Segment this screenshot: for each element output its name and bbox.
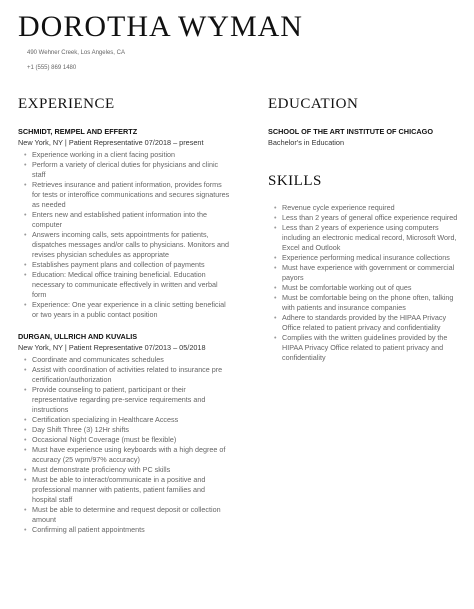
candidate-name: DOROTHA WYMAN (18, 10, 303, 43)
job-bullet: • Assist with coordination of activities related to insurance pre certification/authorization (18, 365, 230, 385)
job-bullet-list (18, 150, 230, 320)
skill-item: • Adhere to standards provided by the HIPAA Privacy Office related to patient privacy and confidentiality (268, 313, 463, 333)
job-bullet: • Confirming all patient appointments (18, 525, 230, 535)
job-bullet: • Answers incoming calls, sets appointments for patients, dispatches messages and/or calls to physicians. Monitors and revises physician schedules as appropriate (18, 230, 230, 260)
job-bullet: • Retrieves insurance and patient information, provides forms for tests or interoffice communications and secures signatures as needed (18, 180, 230, 210)
skill-item: • Revenue cycle experience required (268, 203, 463, 213)
job-bullet: • Must have experience using keyboards with a high degree of accuracy (25 wpm/97% accuracy) (18, 445, 230, 465)
skills-heading: SKILLS (268, 173, 322, 189)
skill-item: • Less than 2 years of general office experience required (268, 213, 463, 223)
job-entry (18, 332, 230, 535)
job-bullet: • Must be able to determine and request deposit or collection amount (18, 505, 230, 525)
job-bullet: • Enters new and established patient information into the computer (18, 210, 230, 230)
job-bullet: • Experience: One year experience in a clinic setting beneficial or two years in a public contact position (18, 300, 230, 320)
job-bullet: • Certification specializing in Healthcare Access (18, 415, 230, 425)
skill-item: • Must have experience with government or commercial payors (268, 263, 463, 283)
job-bullet: • Day Shift Three (3) 12Hr shifts (18, 425, 230, 435)
job-company: DURGAN, ULLRICH AND KUVALIS (18, 332, 138, 341)
job-bullet-list (18, 355, 230, 535)
skills-section (268, 203, 463, 363)
job-bullet: • Establishes payment plans and collection of payments (18, 260, 230, 270)
education-section (268, 127, 463, 147)
skill-item: • Less than 2 years of experience using computers including an electronic medical record, Microsoft Word, Excel and Outlook (268, 223, 463, 253)
job-company: SCHMIDT, REMPEL AND EFFERTZ (18, 127, 138, 136)
experience-section (18, 127, 230, 547)
skill-item: • Complies with the written guidelines provided by the HIPAA Privacy Office related to patient privacy and confidentiality (268, 333, 463, 363)
education-heading: EDUCATION (268, 96, 359, 112)
skill-item: • Experience performing medical insurance collections (268, 253, 463, 263)
job-meta: New York, NY | Patient Representative 07/2013 – 05/2018 (18, 343, 206, 352)
job-bullet: • Education: Medical office training beneficial. Education necessary to communicate effectively in written and verbal form (18, 270, 230, 300)
education-school: SCHOOL OF THE ART INSTITUTE OF CHICAGO (268, 127, 433, 136)
skill-item: • Must be comfortable working out of ques (268, 283, 463, 293)
skill-item: • Must be comfortable being on the phone often, talking with patients and insurance companies (268, 293, 463, 313)
job-meta: New York, NY | Patient Representative 07/2018 – present (18, 138, 204, 147)
job-entry (18, 127, 230, 320)
job-bullet: • Must demonstrate proficiency with PC skills (18, 465, 230, 475)
job-bullet: • Experience working in a client facing position (18, 150, 230, 160)
job-bullet: • Coordinate and communicates schedules (18, 355, 230, 365)
job-bullet: • Provide counseling to patient, participant or their representative regarding pre-service requirements and instructions (18, 385, 230, 415)
job-bullet: • Must be able to interact/communicate in a positive and professional manner with patients, patient families and hospital staff (18, 475, 230, 505)
skills-list (268, 203, 463, 363)
job-bullet: • Occasional Night Coverage (must be flexible) (18, 435, 230, 445)
experience-heading: EXPERIENCE (18, 96, 115, 112)
contact-address: 490 Wehner Creek, Los Angeles, CA (27, 50, 125, 56)
contact-phone: +1 (555) 869 1480 (27, 65, 77, 71)
job-bullet: • Perform a variety of clerical duties for physicians and clinic staff (18, 160, 230, 180)
education-degree: Bachelor's in Education (268, 138, 345, 147)
